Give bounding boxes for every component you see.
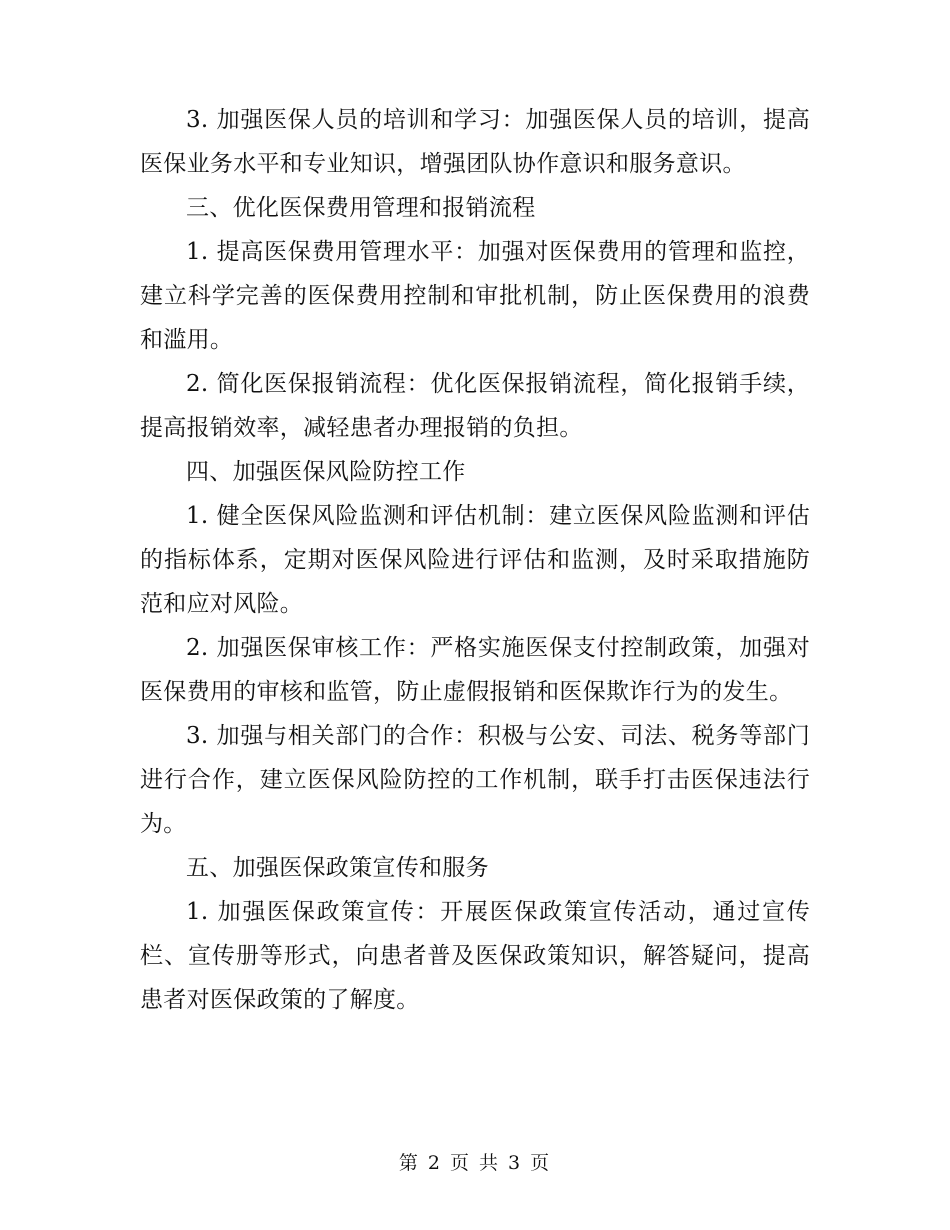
paragraph-cost-management: 1. 提高医保费用管理水平：加强对医保费用的管理和监控，建立科学完善的医保费用控制和审批机制，防止医保费用的浪费和滥用。 [140, 239, 810, 353]
section-heading-4: 四、加强医保风险防控工作 [186, 459, 466, 485]
paragraph-training: 3. 加强医保人员的培训和学习：加强医保人员的培训，提高医保业务水平和专业知识，增强团队协作意识和服务意识。 [140, 107, 810, 177]
section-heading-3: 三、优化医保费用管理和报销流程 [186, 195, 536, 221]
section-heading-5: 五、加强医保政策宣传和服务 [186, 855, 489, 881]
page-number-footer: 第 2 页 共 3 页 [398, 1152, 552, 1174]
paragraph-reimbursement: 2. 简化医保报销流程：优化医保报销流程，简化报销手续，提高报销效率，减轻患者办理报销的负担。 [140, 371, 810, 441]
paragraph-audit: 2. 加强医保审核工作：严格实施医保支付控制政策，加强对医保费用的审核和监管，防止虚假报销和医保欺诈行为的发生。 [140, 635, 810, 705]
paragraph-cooperation: 3. 加强与相关部门的合作：积极与公安、司法、税务等部门进行合作，建立医保风险防控的工作机制，联手打击医保违法行为。 [140, 723, 810, 837]
paragraph-risk-monitoring: 1. 健全医保风险监测和评估机制：建立医保风险监测和评估的指标体系，定期对医保风险进行评估和监测，及时采取措施防范和应对风险。 [140, 503, 810, 617]
paragraph-publicity: 1. 加强医保政策宣传：开展医保政策宣传活动，通过宣传栏、宣传册等形式，向患者普及医保政策知识，解答疑问，提高患者对医保政策的了解度。 [140, 899, 810, 1013]
document-body [140, 98, 810, 1022]
